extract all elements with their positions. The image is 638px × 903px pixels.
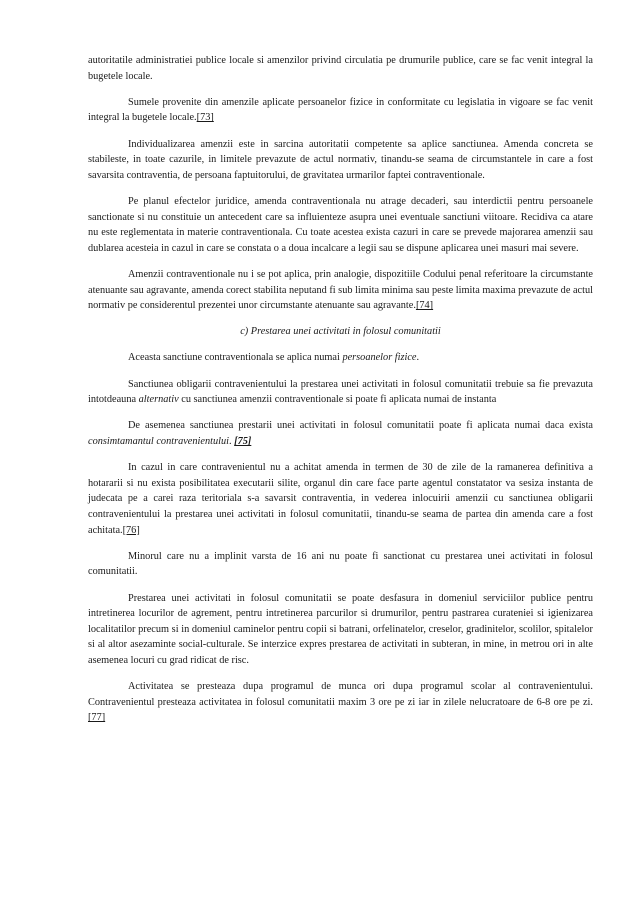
paragraph-4 bbox=[88, 194, 593, 256]
paragraph-text: cu sanctiunea amenzii contraventionale si poate fi aplicata numai de instanta bbox=[178, 394, 497, 406]
paragraph-text: Prestarea unei activitati in folosul comunitatii se poate desfasura in domeniul serviciilor publice pentru intretinerea locurilor de agrement, pentru intretinerea parcurilor si drumurilor, pentru pastrarea curateniei si igienizarea localitatilor precum si in domeniul caminelor pentru copii si batrani, orfelinatelor, creselor, gradinitelor, scolilor, spitalelor si al altor asezaminte social-culturale. Se interzice expres prestarea de activitati in subteran, in mine, in metrou ori in alte asemenea locuri cu grad ridicat de risc. bbox=[88, 592, 593, 666]
paragraph-text: In cazul in care contravenientul nu a achitat amenda in termen de 30 de zile de la ramanerea definitiva a hotararii si nu exista posibilitatea executarii silite, organul din care face parte agentul constatator va sesiza instanta de judecata pe a carei raza teritoriala s-a savarsit contraventia, in vederea inlocuirii amenzii cu sanctiunea obligarii contravenientului la prestarea unei activitati in folosul comunitatii, tinandu-se seama de partea din amenda care a fost achitata. bbox=[88, 462, 593, 536]
paragraph-11 bbox=[88, 591, 593, 669]
section-heading: c) Prestarea unei activitati in folosul comunitatii bbox=[240, 326, 441, 338]
paragraph-12 bbox=[88, 679, 593, 726]
paragraph-text: . bbox=[416, 352, 420, 364]
paragraph-text: De asemenea sanctiunea prestarii unei activitati in folosul comunitatii poate fi aplicata numai daca exista bbox=[128, 420, 593, 432]
paragraph-6 bbox=[88, 350, 593, 366]
paragraph-text: Individualizarea amenzii este in sarcina autoritatii competente sa aplice sanctiunea. Amenda concreta se stabileste, in toate cazurile, in limitele prevazute de actul normativ, tinandu-se seama de circumstantele in care a fost savarsita contraventia, de persoana faptuitorului, de gravitatea urmarilor faptei contraventionale. bbox=[88, 138, 593, 181]
paragraph-10 bbox=[88, 549, 593, 580]
emphasis-text: persoanelor fizice bbox=[342, 352, 417, 364]
paragraph-text: . bbox=[229, 436, 235, 448]
emphasis-text: consimtamantul contravenientului bbox=[88, 436, 229, 448]
paragraph-5 bbox=[88, 267, 593, 314]
paragraph-3 bbox=[88, 137, 593, 184]
paragraph-text: Aceasta sanctiune contraventionala se aplica numai bbox=[128, 352, 343, 364]
emphasis-text: alternativ bbox=[138, 394, 179, 406]
footnote-link-74[interactable]: [74] bbox=[415, 300, 434, 312]
footnote-link-77[interactable]: [77] bbox=[88, 712, 106, 724]
paragraph-text: Sanctiunea obligarii contravenientului la prestarea unei activitati in folosul comunitatii trebuie sa fie prevazuta intotdeauna bbox=[88, 378, 593, 406]
paragraph-text: Amenzii contraventionale nu i se pot aplica, prin analogie, dispozitiile Codului penal referitoare la circumstante atenuante sau agravante, amenda corect stabilita neputand fi sub limita minima sau peste limita maxima prevazute de actul normativ pe considerentul prezentei unor circumstante atenuante sau agravante. bbox=[88, 268, 593, 312]
document-page bbox=[88, 53, 593, 737]
paragraph-8 bbox=[88, 418, 593, 449]
paragraph-2 bbox=[88, 95, 593, 126]
paragraph-text: Sumele provenite din amenzile aplicate persoanelor fizice in conformitate cu legislatia in vigoare se fac venit integral la bugetele locale. bbox=[88, 96, 593, 124]
footnote-link-73[interactable]: [73] bbox=[196, 112, 214, 124]
paragraph-text: autoritatile administratiei publice locale si amenzilor privind circulatia pe drumurile publice, care se fac venit integral la bugetele locale. bbox=[88, 55, 593, 82]
footnote-link-76[interactable]: [76] bbox=[122, 524, 140, 536]
paragraph-text: Pe planul efectelor juridice, amenda contraventionala nu atrage decaderi, sau interdictii pentru persoanele sanctionate si nu constituie un antecedent care sa influienteze asupra unei eventuale sanctiuni viitoare. Recidiva ca atare nu este reglementata in materie contraventionala. Cu toate acestea exista cazuri in care se prevede majorarea amenzii sau dublarea acesteia in cazul in care se constata o a doua incalcare a legii sau se dispune aplicarea unei masuri mai severe. bbox=[88, 195, 593, 254]
paragraph-text: Minorul care nu a implinit varsta de 16 ani nu poate fi sanctionat cu prestarea unei activitati in folosul comunitatii. bbox=[88, 550, 593, 578]
paragraph-text: Activitatea se presteaza dupa programul de munca ori dupa programul scolar al contravenientului. Contravenientul presteaza activitatea in folosul comunitatii maxim 3 ore pe zi iar in zilele nelucratoare de 6-8 ore pe zi. bbox=[88, 681, 593, 708]
paragraph-9 bbox=[88, 460, 593, 538]
footnote-link-75[interactable]: [75] bbox=[234, 436, 252, 448]
paragraph-7 bbox=[88, 377, 593, 408]
paragraph-1 bbox=[88, 53, 593, 84]
